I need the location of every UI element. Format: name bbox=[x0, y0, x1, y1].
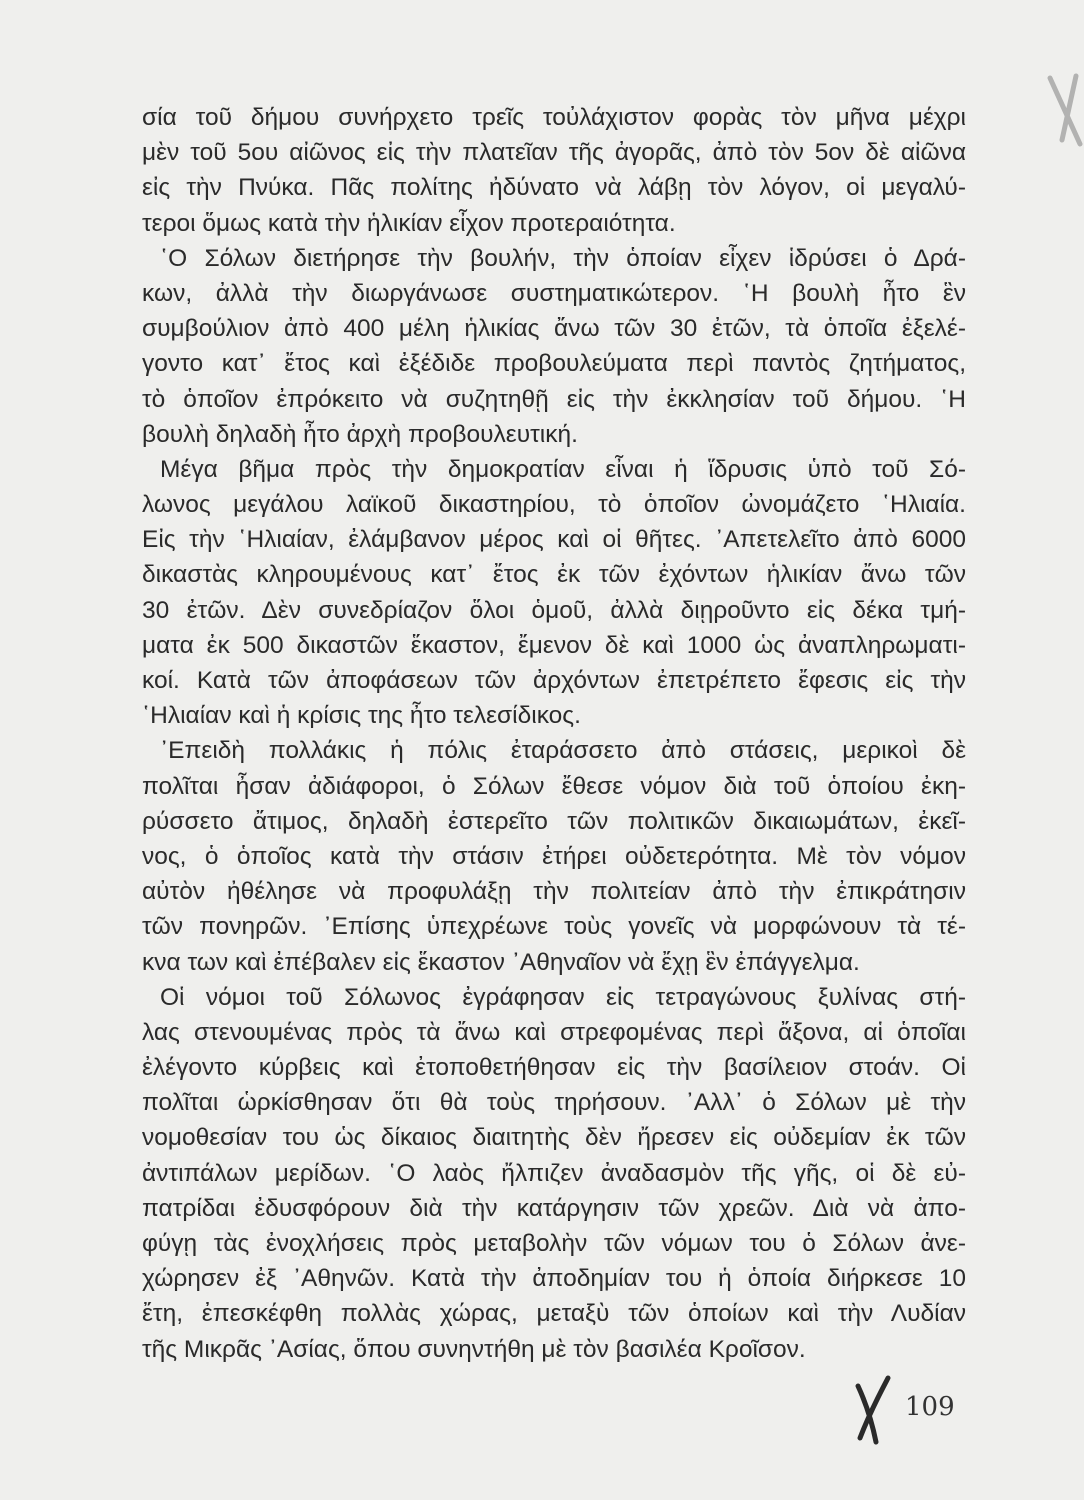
text-line: τὸ ὁποῖον ἐπρόκειτο νὰ συζητηθῇ εἰς τὴν ἐκκλησίαν τοῦ δήμου. ῾Η bbox=[142, 385, 966, 413]
text-line: πατρίδαι ἐδυσφόρουν διὰ τὴν κατάργησιν τῶν χρεῶν. Διὰ νὰ ἀπο- bbox=[142, 1194, 966, 1222]
text-line: κνα των καὶ ἐπέβαλεν εἰς ἕκαστον ᾿Αθηναῖον νὰ ἔχῃ ἓν ἐπάγγελμα. bbox=[142, 948, 860, 976]
text-line: ῾Ηλιαίαν καὶ ἡ κρίσις της ἦτο τελεσίδικος. bbox=[142, 702, 581, 730]
text-line: σία τοῦ δήμου συνήρχετο τρεῖς τοὐλάχιστον φορὰς τὸν μῆνα μέχρι bbox=[142, 104, 966, 131]
text-line: αὐτὸν ἠθέλησε νὰ προφυλάξῃ τὴν πολιτείαν ἀπὸ τὴν ἐπικράτησιν bbox=[142, 878, 966, 906]
text-line: τῆς Μικρᾶς ᾿Ασίας, ὅπου συνηντήθη μὲ τὸν βασιλέα Κροῖσον. bbox=[142, 1335, 806, 1363]
page-number: 109 bbox=[905, 1392, 955, 1422]
text-line: ρύσσετο ἄτιμος, δηλαδὴ ἐστερεῖτο τῶν πολιτικῶν δικαιωμάτων, ἐκεῖ- bbox=[142, 807, 966, 835]
text-line: ἀντιπάλων μερίδων. ῾Ο λαὸς ἤλπιζεν ἀναδασμὸν τῆς γῆς, οἱ δὲ εὐ- bbox=[142, 1159, 966, 1187]
text-line: πολῖται ἦσαν ἀδιάφοροι, ὁ Σόλων ἔθεσε νόμον διὰ τοῦ ὁποίου ἐκη- bbox=[142, 772, 966, 800]
text-line: ᾿Επειδὴ πολλάκις ἡ πόλις ἐταράσσετο ἀπὸ στάσεις, μερικοὶ δὲ bbox=[160, 737, 966, 765]
text-line: λωνος μεγάλου λαϊκοῦ δικαστηρίου, τὸ ὁποῖον ὠνομάζετο ῾Ηλιαία. bbox=[142, 491, 966, 519]
text-line: νομοθεσίαν του ὡς δίκαιος διαιτητὴς δὲν ἤρεσεν εἰς οὐδεμίαν ἐκ τῶν bbox=[142, 1124, 966, 1152]
text-line: ῾Ο Σόλων διετήρησε τὴν βουλήν, τὴν ὁποίαν εἶχεν ἱδρύσει ὁ Δρά- bbox=[160, 244, 966, 272]
text-line: νος, ὁ ὁποῖος κατὰ τὴν στάσιν ἐτήρει οὐδετερότητα. Μὲ τὸν νόμον bbox=[142, 842, 966, 870]
text-line: χώρησεν ἐξ ᾿Αθηνῶν. Κατὰ τὴν ἀποδημίαν του ἡ ὁποία διήρκεσε 10 bbox=[142, 1265, 966, 1293]
text-line: δικαστὰς κληρουμένους κατ᾽ ἔτος ἐκ τῶν ἐχόντων ἡλικίαν ἄνω τῶν bbox=[142, 561, 966, 589]
text-line: πολῖται ὡρκίσθησαν ὅτι θὰ τοὺς τηρήσουν. ᾿Αλλ᾽ ὁ Σόλων μὲ τὴν bbox=[142, 1089, 966, 1117]
text-line: κων, ἀλλὰ τὴν διωργάνωσε συστηματικώτερον. ῾Η βουλὴ ἦτο ἓν bbox=[142, 279, 966, 307]
text-line: τεροι ὅμως κατὰ τὴν ἡλικίαν εἶχον προτεραιότητα. bbox=[142, 209, 676, 237]
text-line: Μέγα βῆμα πρὸς τὴν δημοκρατίαν εἶναι ἡ ἵδρυσις ὑπὸ τοῦ Σό- bbox=[160, 455, 966, 483]
text-line: γοντο κατ᾽ ἔτος καὶ ἐξέδιδε προβουλεύματα περὶ παντὸς ζητήματος, bbox=[142, 350, 966, 378]
text-line: Οἱ νόμοι τοῦ Σόλωνος ἐγράφησαν εἰς τετραγώνους ξυλίνας στή- bbox=[160, 983, 966, 1011]
text-line: Εἰς τὴν ῾Ηλιαίαν, ἐλάμβανον μέρος καὶ οἱ θῆτες. ᾿Απετελεῖτο ἀπὸ 6000 bbox=[142, 526, 966, 554]
body-text bbox=[142, 100, 966, 1367]
handwritten-x-mark-bottom bbox=[850, 1372, 900, 1452]
text-line: κοί. Κατὰ τῶν ἀποφάσεων τῶν ἀρχόντων ἐπετρέπετο ἔφεσις εἰς τὴν bbox=[142, 667, 966, 694]
text-line: συμβούλιον ἀπὸ 400 μέλη ἡλικίας ἄνω τῶν 30 ἐτῶν, τὰ ὁποῖα ἐξελέ- bbox=[142, 315, 966, 343]
text-line: ἐλέγοντο κύρβεις καὶ ἐτοποθετήθησαν εἰς τὴν βασίλειον στοάν. Οἱ bbox=[142, 1054, 966, 1082]
text-line: ἔτη, ἐπεσκέφθη πολλὰς χώρας, μεταξὺ τῶν ὁποίων καὶ τὴν Λυδίαν bbox=[142, 1300, 966, 1328]
text-line: βουλὴ δηλαδὴ ἦτο ἀρχὴ προβουλευτική. bbox=[142, 420, 578, 448]
text-line: τῶν πονηρῶν. ᾿Επίσης ὑπεχρέωνε τοὺς γονεῖς νὰ μορφώνουν τὰ τέ- bbox=[142, 913, 966, 941]
handwritten-x-mark-top bbox=[1040, 70, 1084, 150]
text-line: 30 ἐτῶν. Δὲν συνεδρίαζον ὅλοι ὁμοῦ, ἀλλὰ διῃροῦντο εἰς δέκα τμή- bbox=[142, 596, 966, 624]
text-line: λας στενουμένας πρὸς τὰ ἄνω καὶ στρεφομένας περὶ ἄξονα, αἱ ὁποῖαι bbox=[142, 1018, 966, 1046]
text-line: ματα ἐκ 500 δικαστῶν ἕκαστον, ἔμενον δὲ καὶ 1000 ὡς ἀναπληρωματι- bbox=[142, 631, 966, 659]
text-line: εἰς τὴν Πνύκα. Πᾶς πολίτης ἠδύνατο νὰ λάβῃ τὸν λόγον, οἱ μεγαλύ- bbox=[142, 174, 966, 202]
text-line: φύγῃ τὰς ἐνοχλήσεις πρὸς μεταβολὴν τῶν νόμων του ὁ Σόλων ἀνε- bbox=[142, 1230, 966, 1257]
text-line: μὲν τοῦ 5ου αἰῶνος εἰς τὴν πλατεῖαν τῆς ἀγορᾶς, ἀπὸ τὸν 5ον δὲ αἰῶνα bbox=[142, 139, 966, 167]
